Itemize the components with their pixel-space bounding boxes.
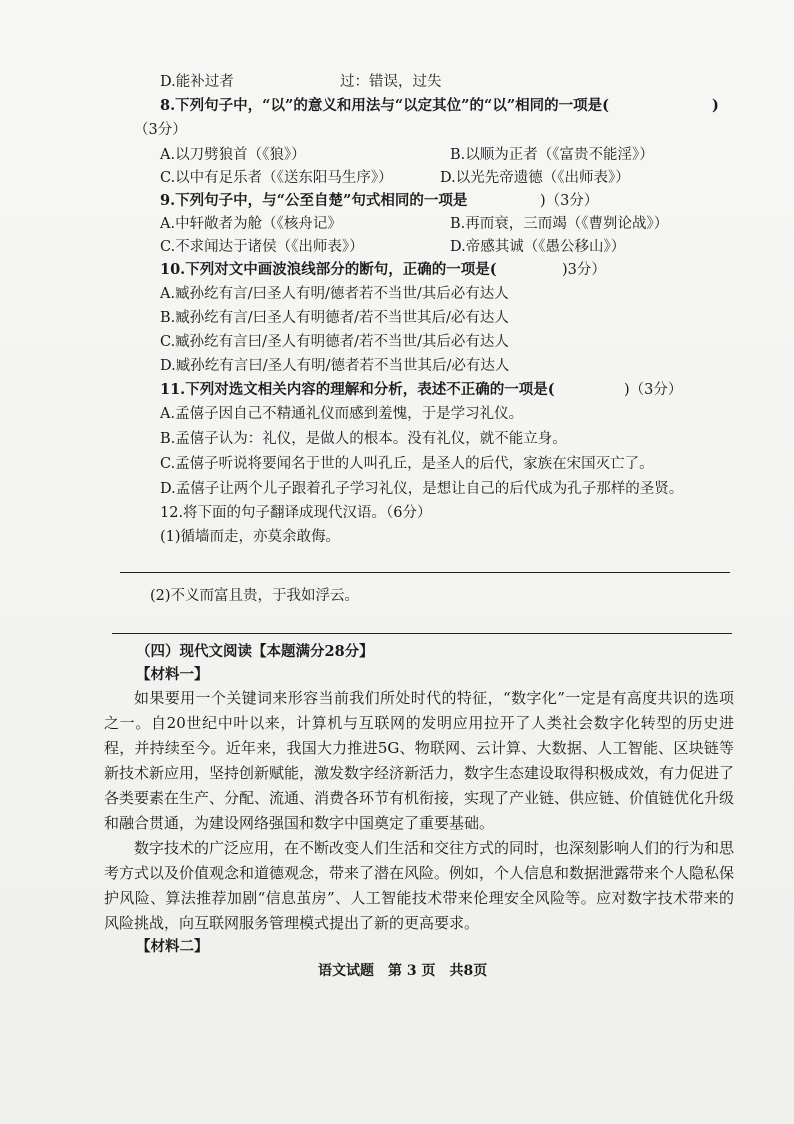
q12-item-2: (2)不义而富且贵，于我如浮云。: [150, 588, 360, 604]
q8-option-c: C.以中有足乐者（《送东阳马生序》）: [160, 170, 393, 186]
q10-option-a: A.臧孙纥有言/曰圣人有明/德者若不当世/其后必有达人: [160, 286, 509, 302]
q11-stem: 11.下列对选文相关内容的理解和分析，表述不正确的一项是(: [160, 381, 555, 398]
q8-option-d: D.以光先帝遗德（《出师表》）: [440, 170, 630, 186]
q12-stem: 12.将下面的句子翻译成现代汉语。（6分）: [160, 505, 432, 521]
material2-title: 【材料二】: [136, 938, 209, 955]
material1-paragraph-2: 数字技术的广泛应用，在不断改变人们生活和交往方式的同时，也深刻影响人们的行为和思考方式以及价值观念和道德观念，带来了潜在风险。例如，个人信息和数据泄露带来个人隐私保护风险、算法推荐加剧“信息茧房”、人工智能技术带来伦理安全风险等。应对数字技术带来的风险挑战，向互联网服务管理模式提出了新的更高要求。: [104, 839, 735, 932]
q9-option-a: A.中轩敞者为舱（《核舟记》: [160, 216, 342, 232]
q11-option-c: C.孟僖子听说将要闻名于世的人叫孔丘，是圣人的后代，家族在宋国灭亡了。: [160, 456, 654, 472]
q11-option-b: B.孟僖子认为：礼仪，是做人的根本。没有礼仪，就不能立身。: [160, 431, 567, 447]
q10-score: )3分）: [562, 262, 606, 278]
q11-score: )（3分）: [624, 382, 683, 398]
section4-title: （四）现代文阅读【本题满分28分】: [136, 643, 374, 660]
q8-option-a: A.以刀劈狼首（《狼》）: [160, 147, 306, 163]
q8-paren-close: ): [712, 97, 719, 114]
q8-stem: 8.下列句子中，“以”的意义和用法与“以定其位”的“以”相同的一项是(: [160, 97, 610, 114]
material1-title: 【材料一】: [136, 666, 209, 683]
q9-option-c: C.不求闻达于诸侯（《出师表》）: [160, 239, 364, 255]
answer-line-1: [120, 572, 730, 573]
q10-option-c: C.臧孙纥有言曰/圣人有明德者/若不当世/其后必有达人: [160, 334, 509, 350]
page-footer: 语文试题 第 3 页 共8页: [318, 963, 488, 979]
q9-option-b: B.再而衰，三而竭（《曹刿论战》）: [450, 216, 669, 232]
material1-paragraph-1: 如果要用一个关键词来形容当前我们所处时代的特征，“数字化”一定是有高度共识的选项之一。自20世纪中叶以来，计算机与互联网的发明应用拉开了人类社会数字化转型的历史进程，并持续至今。近年来，我国大力推进5G、物联网、云计算、大数据、人工智能、区块链等新技术新应用，坚持创新赋能，激发数字经济新活力，数字生态建设取得积极成效，有力促进了各类要素在生产、分配、流通、消费各环节有机衔接，实现了产业链、供应链、价值链优化升级和融合贯通，为建设网络强国和数字中国奠定了重要基础。: [104, 689, 735, 832]
q9-option-d: D.帝感其诚（《愚公移山》）: [450, 239, 626, 255]
q10-option-b: B.臧孙纥有言/曰圣人有明德者/若不当世其后/必有达人: [160, 310, 509, 326]
q10-stem: 10.下列对文中画波浪线部分的断句，正确的一项是(: [160, 261, 497, 278]
q11-option-a: A.孟僖子因自己不精通礼仪而感到羞愧，于是学习礼仪。: [160, 406, 524, 422]
q11-option-d: D.孟僖子让两个儿子跟着孔子学习礼仪，是想让自己的后代成为孔子那样的圣贤。: [160, 481, 684, 497]
q7-option-d-note: 过：错误，过失: [340, 74, 442, 90]
q9-stem: 9.下列句子中，与“公至自楚”句式相同的一项是: [160, 192, 468, 209]
q9-score: )（3分）: [540, 193, 599, 209]
answer-line-2: [112, 633, 732, 634]
q8-score: （3分）: [134, 122, 187, 138]
q10-option-d: D.臧孙纥有言曰/圣人有明/德者若不当世其后/必有达人: [160, 358, 510, 374]
q12-item-1: (1)循墙而走，亦莫余敢侮。: [160, 529, 341, 545]
q7-option-d: D.能补过者: [160, 74, 234, 90]
q8-option-b: B.以顺为正者（《富贵不能淫》）: [450, 147, 654, 163]
